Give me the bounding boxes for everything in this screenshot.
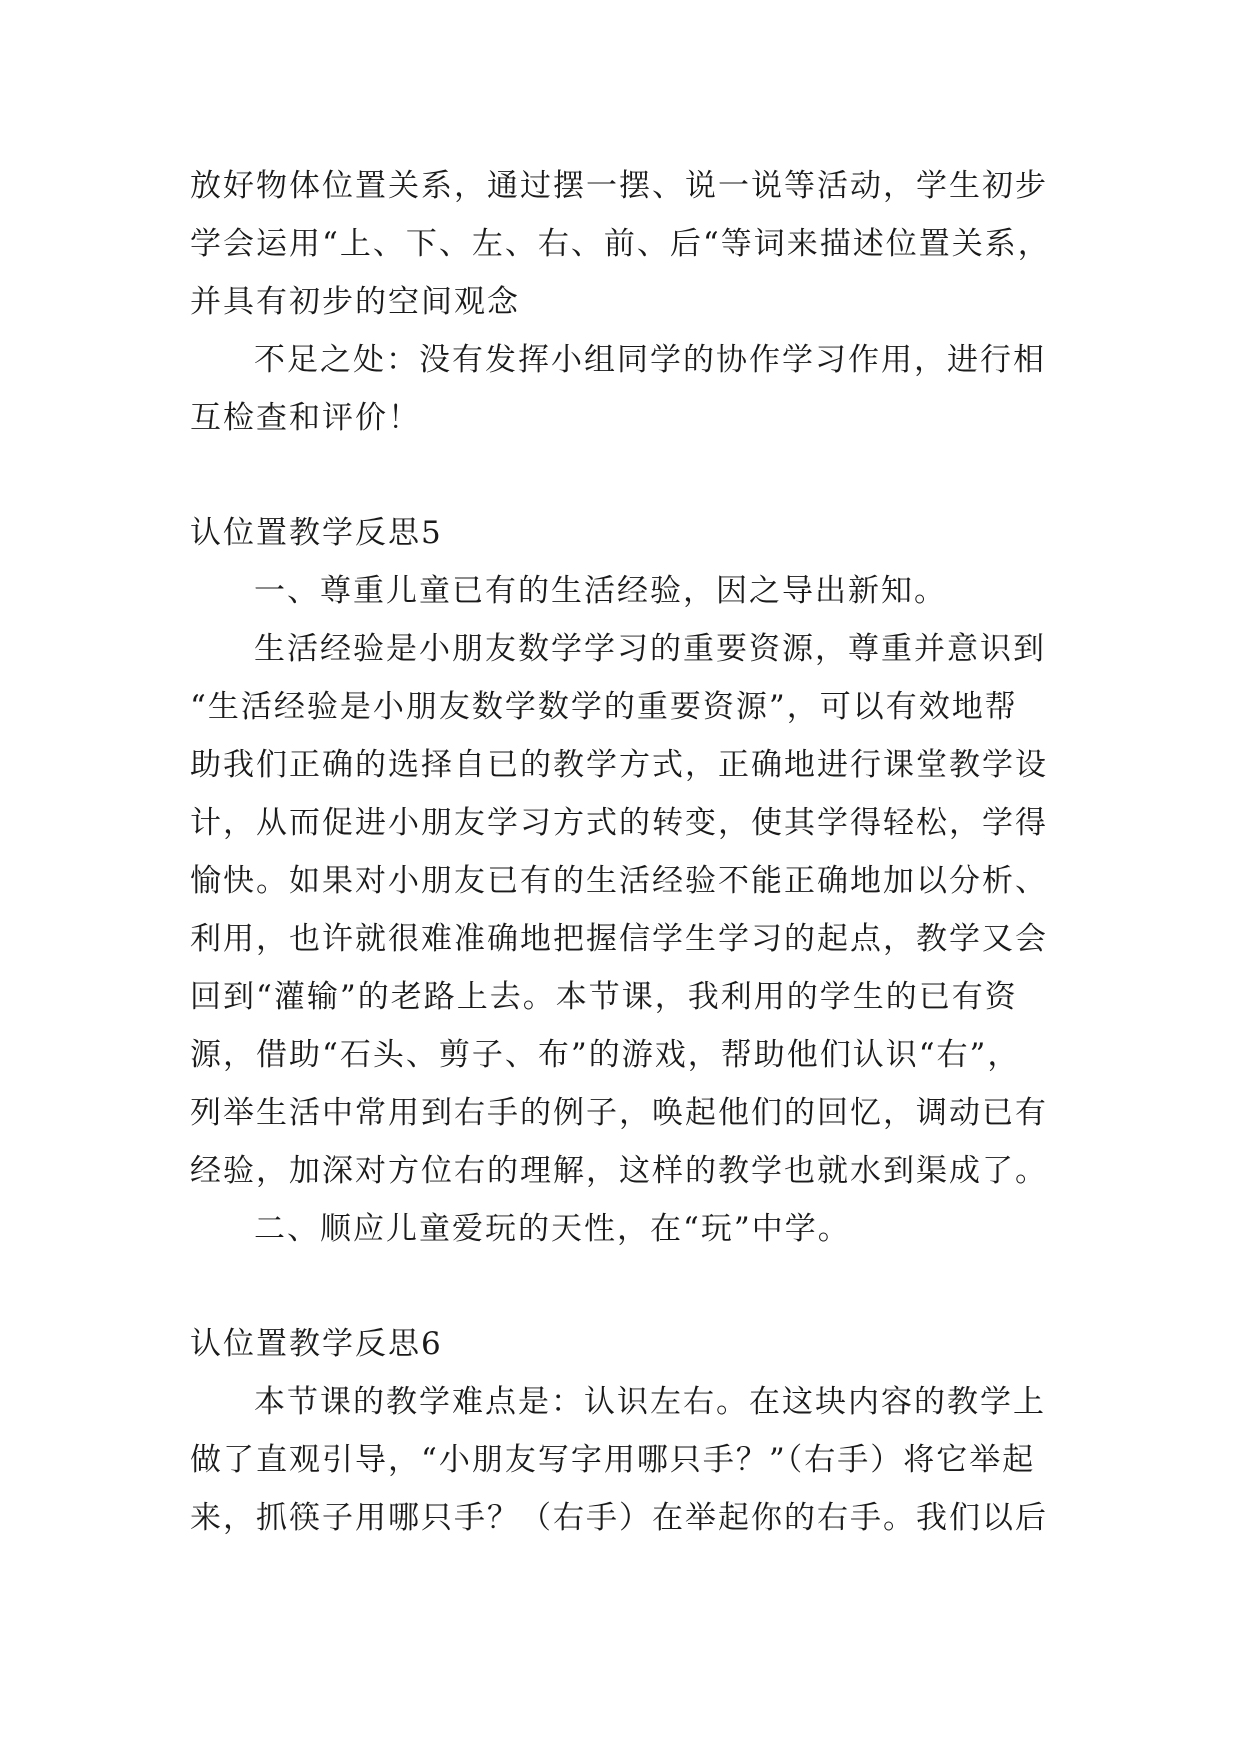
text-line: “生活经验是小朋友数学数学的重要资源”，可以有效地帮 <box>190 689 1018 725</box>
text-line: 并具有初步的空间观念 <box>190 284 520 320</box>
text-line: 互检查和评价！ <box>190 400 421 436</box>
text-line: 利用，也许就很难准确地把握信学生学习的起点，教学又会 <box>190 921 1048 957</box>
text-line: 经验，加深对方位右的理解，这样的教学也就水到渠成了。 <box>190 1153 1048 1189</box>
text-line: 列举生活中常用到右手的例子，唤起他们的回忆，调动已有 <box>190 1095 1048 1131</box>
text-line: 学会运用“上、下、左、右、前、后“等词来描述位置关系， <box>190 226 1051 262</box>
section-title: 认位置教学反思6 <box>190 1326 443 1362</box>
section-title: 认位置教学反思5 <box>190 515 443 551</box>
paragraph-line: 二、顺应儿童爱玩的天性，在“玩”中学。 <box>254 1211 851 1247</box>
text-line: 助我们正确的选择自已的教学方式，正确地进行课堂教学设 <box>190 747 1048 783</box>
text-line: 放好物体位置关系，通过摆一摆、说一说等活动，学生初步 <box>190 168 1048 204</box>
text-line: 愉快。如果对小朋友已有的生活经验不能正确地加以分析、 <box>190 863 1048 899</box>
paragraph-line: 本节课的教学难点是：认识左右。在这块内容的教学上 <box>254 1384 1046 1420</box>
text-line: 源，借助“石头、剪子、布”的游戏，帮助他们认识“右”， <box>190 1037 1021 1073</box>
paragraph-line: 生活经验是小朋友数学学习的重要资源，尊重并意识到 <box>254 631 1046 667</box>
text-line: 来，抓筷子用哪只手？（右手）在举起你的右手。我们以后 <box>190 1500 1048 1536</box>
paragraph-line: 不足之处：没有发挥小组同学的协作学习作用，进行相 <box>254 342 1046 378</box>
text-line: 做了直观引导，“小朋友写字用哪只手？”（右手）将它举起 <box>190 1442 1036 1478</box>
text-line: 回到“灌输”的老路上去。本节课，我利用的学生的已有资 <box>190 979 1018 1015</box>
text-line: 计，从而促进小朋友学习方式的转变，使其学得轻松，学得 <box>190 805 1048 841</box>
paragraph-line: 一、尊重儿童已有的生活经验，因之导出新知。 <box>254 573 947 609</box>
